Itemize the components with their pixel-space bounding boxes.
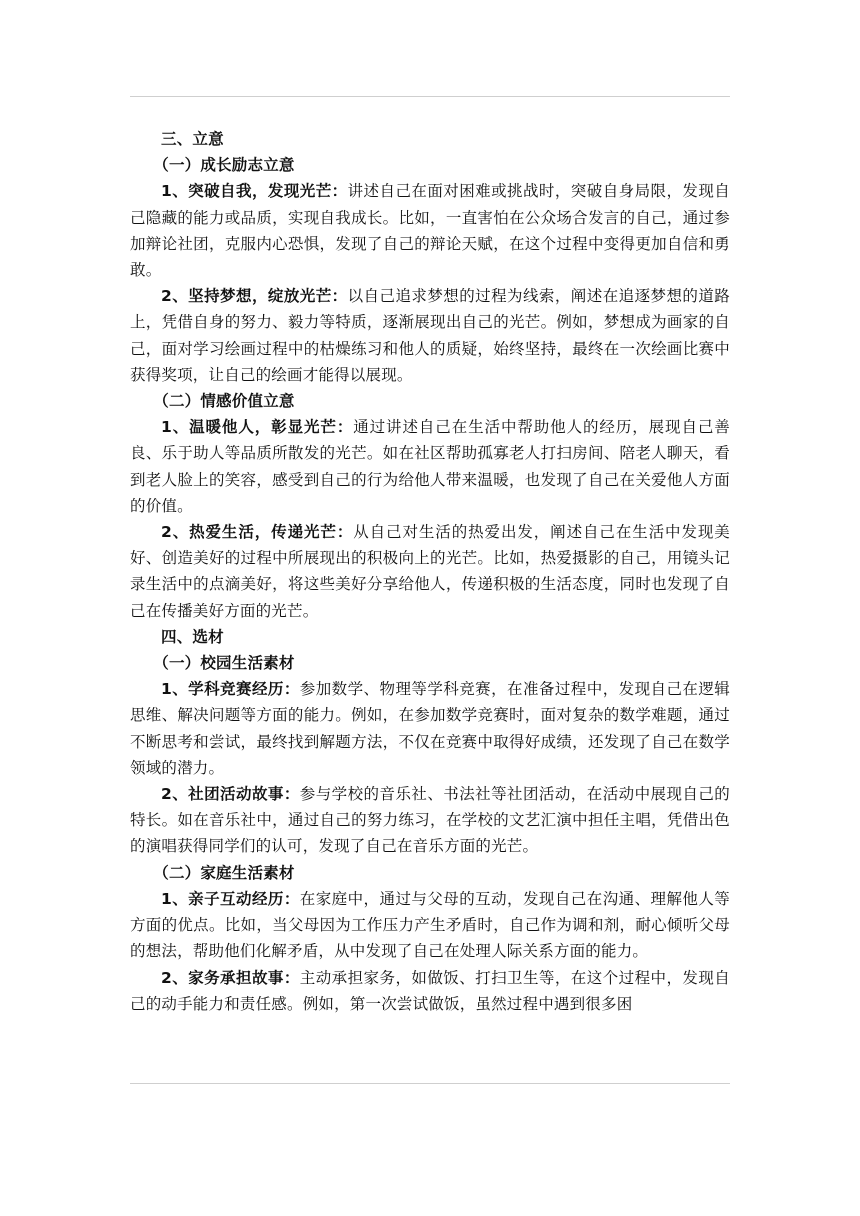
paragraph [130, 414, 730, 519]
paragraph [130, 781, 730, 860]
paragraph-lead: 2、坚持梦想，绽放光芒： [161, 287, 348, 306]
paragraph-lead: 1、学科竞赛经历： [161, 680, 300, 699]
subsection-title: （一）成长励志立意 [153, 156, 295, 175]
subsection-title: （二）情感价值立意 [153, 392, 295, 411]
paragraph-text: 主动承担家务，如做饭、打扫卫生等，在这个过程中，发现自己的动手能力和责任感。例如，第一次尝试做饭，虽然过程中遇到很多困 [130, 968, 730, 1013]
paragraph-text: 通过讲述自己在生活中帮助他人的经历，展现自己善良、乐于助人等品质所散发的光芒。如在社区帮助孤寡老人打扫房间、陪老人聊天，看到老人脸上的笑容，感受到自己的行为给他人带来温暖，也发现了自己在关爱他人方面的价值。 [130, 418, 730, 515]
section-title: 四、选材 [161, 627, 224, 646]
paragraph-text: 以自己追求梦想的过程为线索，阐述在追逐梦想的道路上，凭借自身的努力、毅力等特质，逐渐展现出自己的光芒。例如，梦想成为画家的自己，面对学习绘画过程中的枯燥练习和他人的质疑，始终坚持，最终在一次绘画比赛中获得奖项，让自己的绘画才能得以展现。 [130, 287, 730, 384]
paragraph-text: 从自己对生活的热爱出发，阐述自己在生活中发现美好、创造美好的过程中所展现出的积极向上的光芒。比如，热爱摄影的自己，用镜头记录生活中的点滴美好，将这些美好分享给他人，传递积极的生活态度，同时也发现了自己在传播美好方面的光芒。 [130, 523, 730, 620]
paragraph-lead: 2、热爱生活，传递光芒： [161, 523, 354, 542]
subsection-title: （二）家庭生活素材 [153, 863, 295, 882]
paragraph-text: 在家庭中，通过与父母的互动，发现自己在沟通、理解他人等方面的优点。比如，当父母因为工作压力产生矛盾时，自己作为调和剂，耐心倾听父母的想法，帮助他们化解矛盾，从中发现了自己在处理人际关系方面的能力。 [130, 889, 730, 961]
top-divider [130, 96, 730, 97]
bottom-divider [130, 1083, 730, 1084]
paragraph-text: 参与学校的音乐社、书法社等社团活动，在活动中展现自己的特长。如在音乐社中，通过自己的努力练习，在学校的文艺汇演中担任主唱，凭借出色的演唱获得同学们的认可，发现了自己在音乐方面的光芒。 [130, 785, 730, 856]
paragraph-text: 参加数学、物理等学科竞赛，在准备过程中，发现自己在逻辑思维、解决问题等方面的能力。例如，在参加数学竞赛时，面对复杂的数学难题，通过不断思考和尝试，最终找到解题方法，不仅在竞赛中取得好成绩，还发现了自己在数学领域的潜力。 [130, 680, 730, 777]
paragraph-lead: 1、温暖他人，彰显光芒： [161, 418, 354, 437]
paragraph-text: 讲述自己在面对困难或挑战时，突破自身局限，发现自己隐藏的能力或品质，实现自我成长。比如，一直害怕在公众场合发言的自己，通过参加辩论社团，克服内心恐惧，发现了自己的辩论天赋，在这个过程中变得更加自信和勇敢。 [130, 182, 730, 280]
paragraph-lead: 2、社团活动故事： [161, 785, 300, 804]
paragraph-lead: 2、家务承担故事： [161, 968, 300, 987]
section-title: 三、立意 [161, 130, 224, 148]
subsection-title: （一）校园生活素材 [153, 654, 295, 673]
paragraph [130, 965, 730, 1017]
paragraph [130, 283, 730, 388]
paragraph [130, 519, 730, 624]
paragraph-lead: 1、突破自我，发现光芒： [161, 182, 348, 201]
paragraph-lead: 1、亲子互动经历： [161, 889, 300, 908]
paragraph [130, 676, 730, 781]
paragraph [130, 178, 730, 283]
paragraph [130, 886, 730, 965]
document-body [130, 126, 730, 1017]
